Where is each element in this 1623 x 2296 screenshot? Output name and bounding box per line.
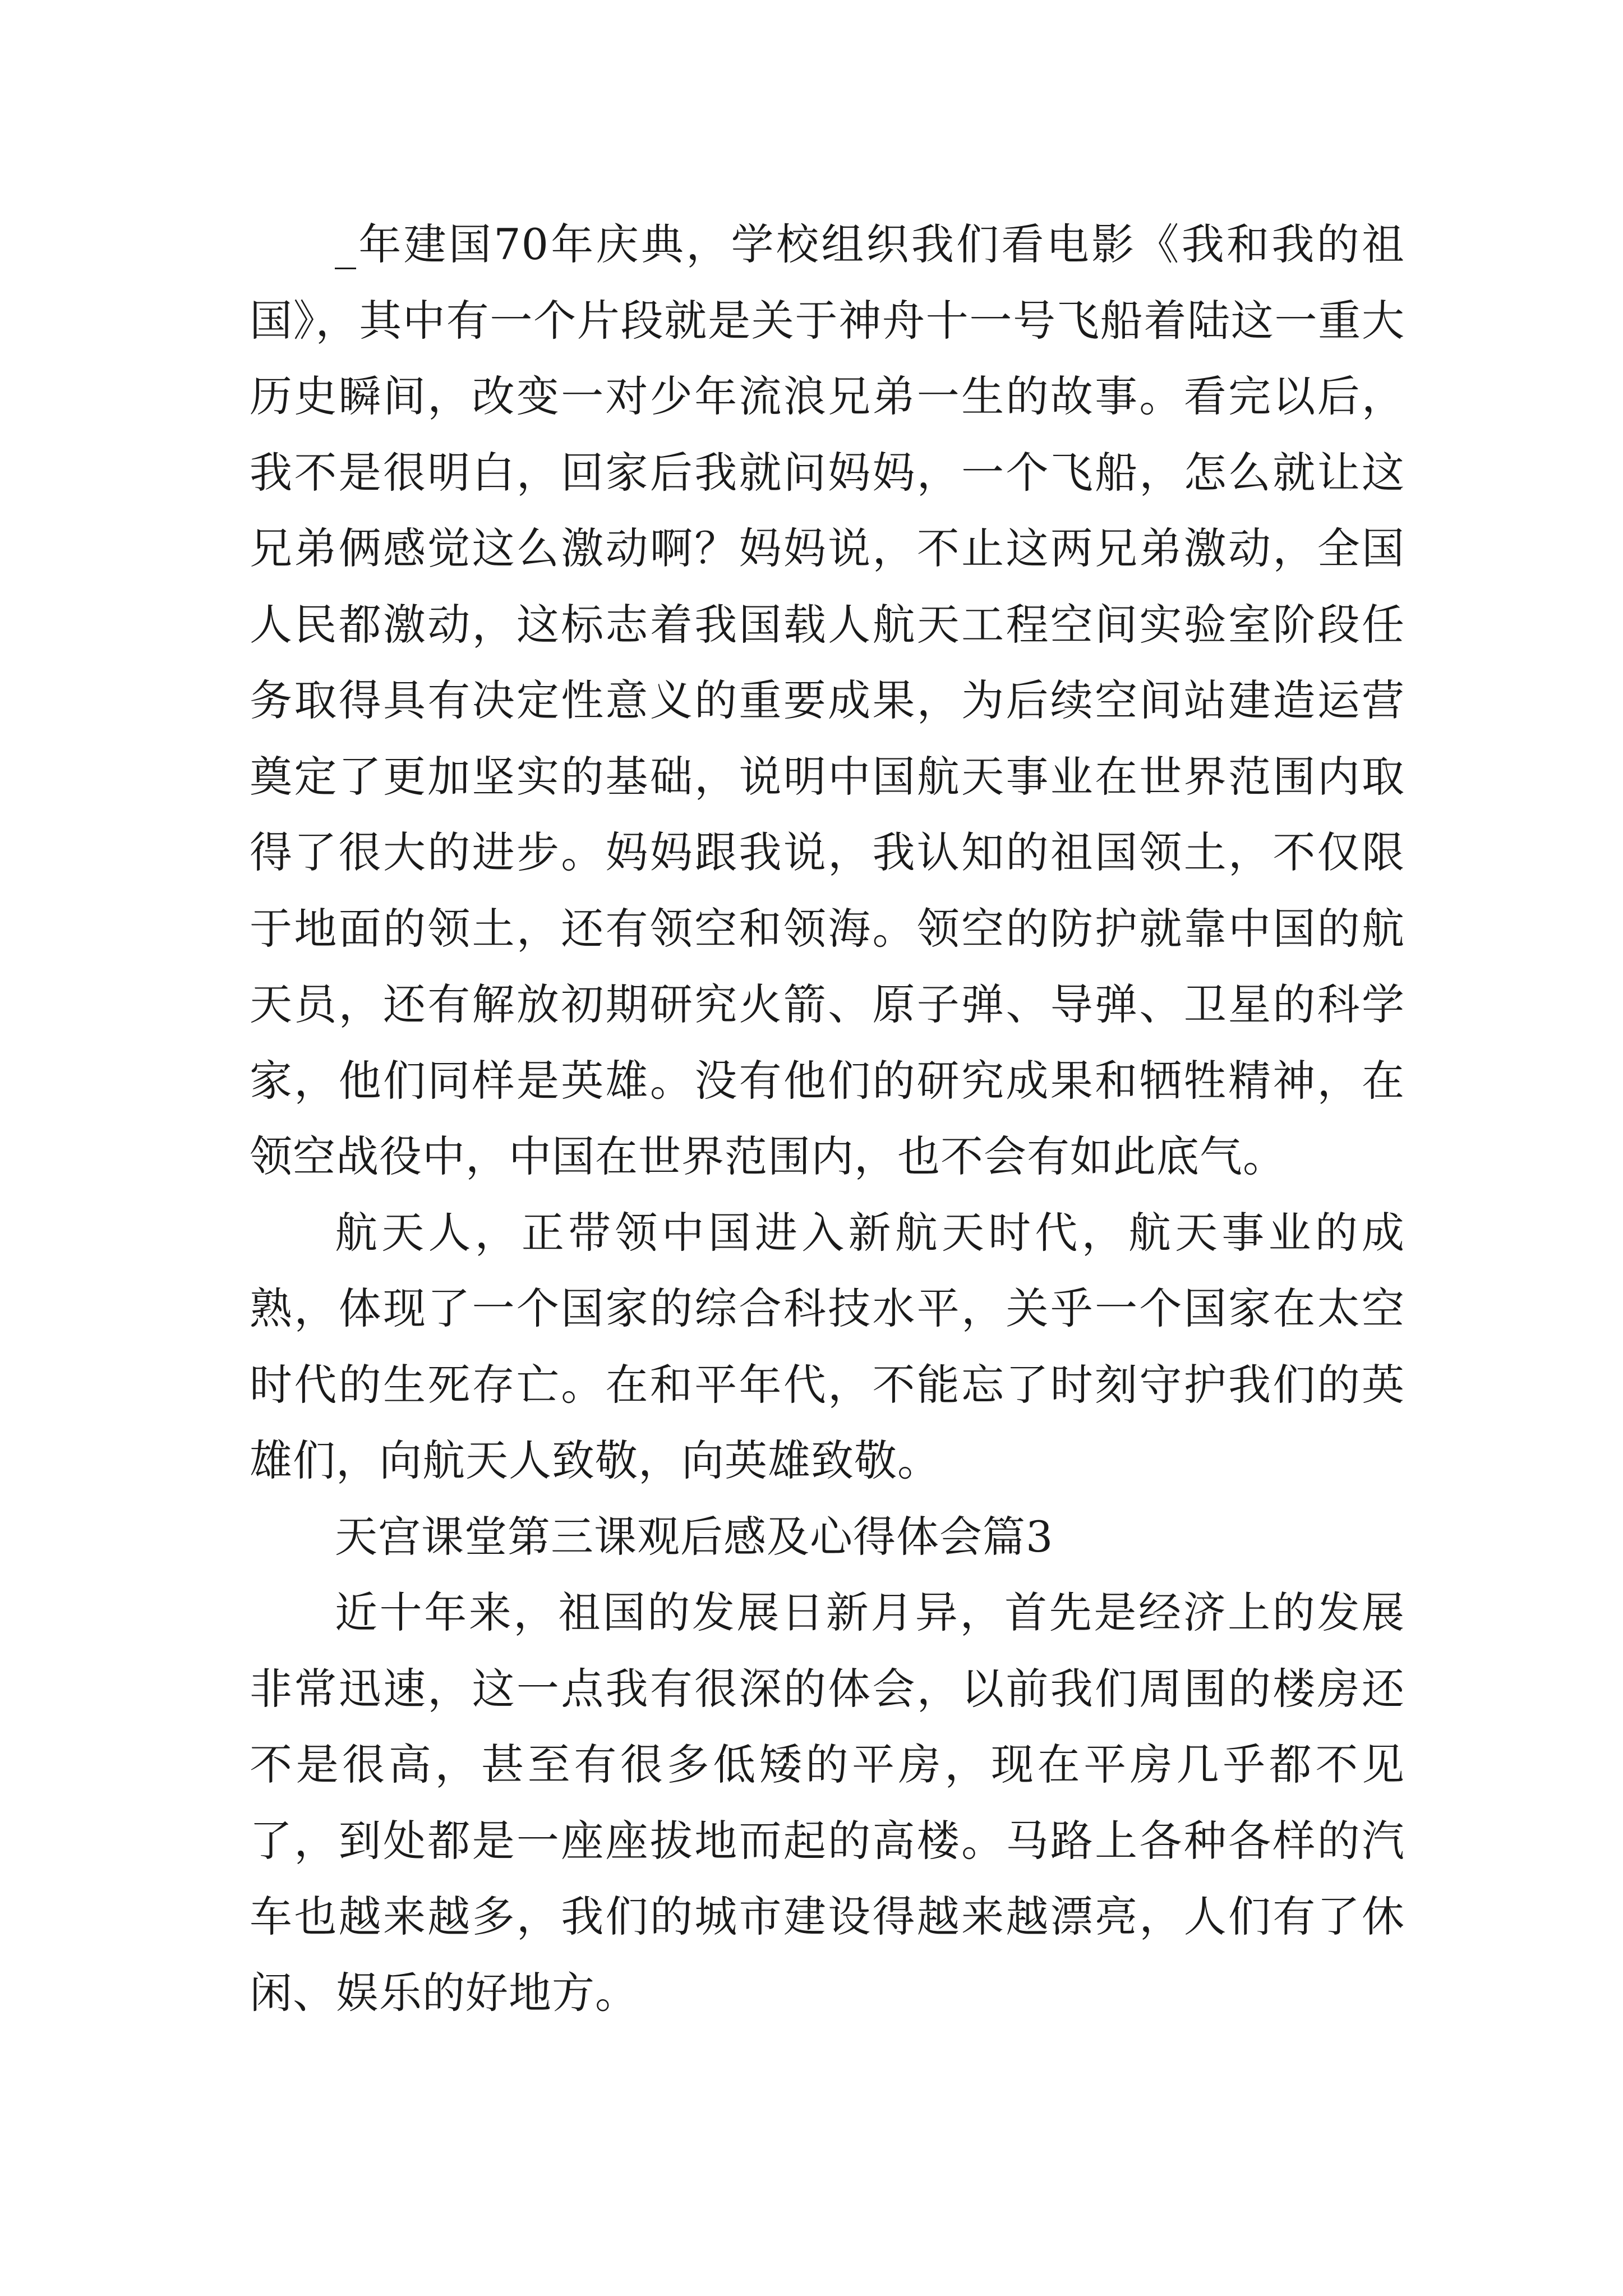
paragraph-city-development: 近十年来，祖国的发展日新月异，首先是经济上的发展非常迅速，这一点我有很深的体会，以前我们周围的楼房还不是很高，甚至有很多低矮的平房，现在平房几乎都不见了，到处都是一座座拔地而起的高楼。马路上各种各样的汽车也越来越多，我们的城市建设得越来越漂亮，人们有了休闲、娱乐的好地方。	[250, 1588, 1405, 2018]
paragraph-spaceflight-story: _年建国70年庆典，学校组织我们看电影《我和我的祖国》，其中有一个片段就是关于神舟十一号飞船着陆这一重大历史瞬间，改变一对少年流浪兄弟一生的故事。看完以后，我不是很明白，回家后我就问妈妈，一个飞船，怎么就让这兄弟俩感觉这么激动啊？妈妈说，不止这两兄弟激动，全国人民都激动，这标志着我国载人航天工程空间实验室阶段任务取得具有决定性意义的重要成果，为后续空间站建造运营奠定了更加坚实的基础，说明中国航天事业在世界范围内取得了很大的进步。妈妈跟我说，我认知的祖国领土，不仅限于地面的领土，还有领空和领海。领空的防护就靠中国的航天员，还有解放初期研究火箭、原子弹、导弹、卫星的科学家，他们同样是英雄。没有他们的研究成果和牺牲精神，在领空战役中，中国在世界范围内，也不会有如此底气。	[250, 219, 1405, 1181]
document-body	[250, 206, 1405, 2031]
section-heading: 天宫课堂第三课观后感及心得体会篇3	[335, 1511, 1054, 1562]
paragraph-salute-astronauts: 航天人，正带领中国进入新航天时代，航天事业的成熟，体现了一个国家的综合科技水平，关乎一个国家在太空时代的生死存亡。在和平年代，不能忘了时刻守护我们的英雄们，向航天人致敬，向英雄致敬。	[250, 1207, 1405, 1485]
